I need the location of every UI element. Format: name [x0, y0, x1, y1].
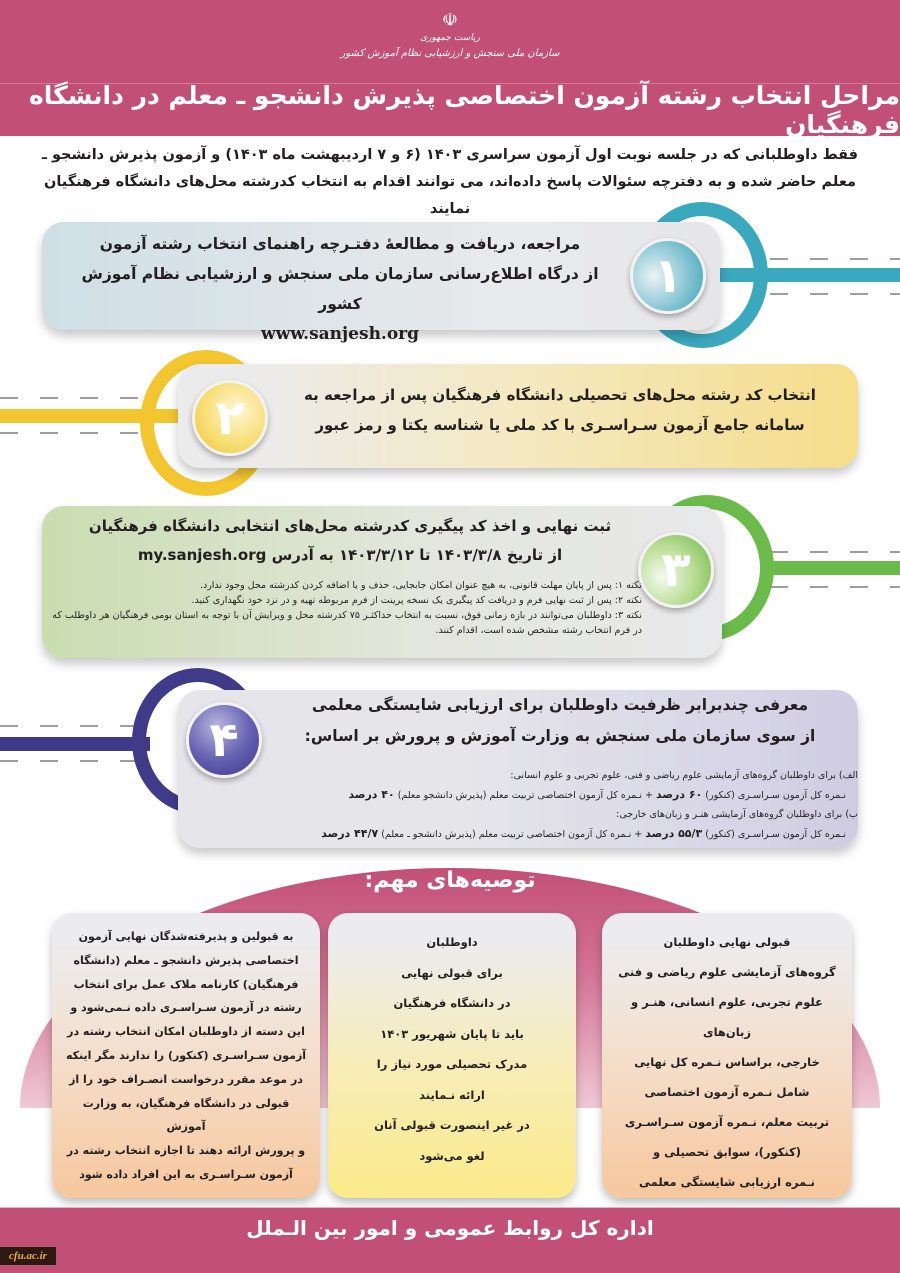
group-b-formula: [222, 824, 858, 844]
step4-line2: از سوی سازمان ملی سنجش به وزارت آموزش و پرورش بر اساس:: [304, 727, 816, 745]
watermark-logo: cfu.ac.ir: [0, 1247, 56, 1265]
step3-number: ۳: [661, 542, 691, 598]
percent-value: ۴۰ درصد: [348, 788, 395, 801]
card-line: رشته در آزمون سـراسـری داده نـمی‌شود و: [70, 1001, 302, 1015]
note-2: نکته ۲: پس از ثبت نهایی فرم و دریافت کد پیگیری یک نسخه پرینت از فرم مربوطه تهیه و در نزد خود نگهداری کنید.: [191, 595, 642, 606]
formula-part: نـمره کل آزمون سـراسـری (کنکور): [702, 829, 846, 840]
step3-notes: [52, 578, 642, 638]
step1-text: [70, 229, 610, 349]
org-line-presidency: ریاست جمهوری: [420, 33, 480, 43]
card-line: در غیر اینصورت قبولی آنان: [374, 1118, 530, 1132]
step3-line1: ثبت نهایی و اخذ کد پیگیری کدرشته محل‌های انتخابی دانشگاه فرهنگیان: [88, 517, 612, 535]
sanjesh-url-link[interactable]: www.sanjesh.org: [260, 324, 420, 344]
iran-emblem-icon: ☫: [441, 9, 459, 31]
dashed-line: [770, 293, 900, 295]
card-line: قبولی در دانشگاه فرهنگیان، به وزارت آموزش: [82, 1096, 290, 1134]
step1-number-badge: [630, 238, 706, 314]
formula-part: نـمره کل آزمون سـراسـری (کنکور): [702, 790, 846, 801]
recommendation-card-degree-deadline: [328, 913, 576, 1198]
card-line: آزمون سـراسـری (کنکور) را ندارند مگر اینکه: [65, 1048, 307, 1062]
step1-line1: مراجعه، دریافت و مطالعۀ دفتـرچه راهنمای انتخاب رشته آزمون: [99, 235, 581, 253]
note-1: نکته ۱: پس از پایان مهلت قانونی، به هیچ عنوان امکان جابجایی، حذف و یا اضافه کردن کدرشته محل وجود ندارد.: [199, 580, 642, 591]
formula-part: + نـمره کل آزمون اختصاصی تربیت معلم (پذیرش دانشجو ـ معلم): [378, 829, 646, 840]
dashed-line: [0, 432, 140, 434]
card-line: و پرورش ارائه دهند تا اجازه انتخاب رشته در: [66, 1144, 306, 1158]
step3-line2: از تاریخ ۱۴۰۳/۳/۸ تا ۱۴۰۳/۳/۱۲ به آدرس my.sanjesh.org: [137, 546, 563, 564]
group-a-formula: [222, 785, 858, 805]
card-line: به قبولین و پذیرفته‌شدگان نهایی آزمون: [78, 930, 294, 943]
step4-connector: [0, 737, 150, 751]
dashed-line: [0, 760, 135, 762]
card-line: لغو می‌شود: [419, 1148, 485, 1163]
step1-number: ۱: [653, 248, 683, 304]
org-line-sanjesh: سازمان ملی سنجش و ارزشیابی نظام آموزش کشور: [340, 48, 560, 59]
group-a-label: الف) برای داوطلبان گروه‌های آزمایشی علوم ریاضی و فنی، علوم تجربی و علوم انسانی:: [510, 770, 858, 781]
card-line: نـمره ارزیابی شایستگی معلمی: [639, 1175, 815, 1189]
card-line: باید تا پایان شهریور ۱۴۰۳: [380, 1026, 524, 1041]
step2-line1: انتخاب کد رشته محل‌های تحصیلی دانشگاه فرهنگیان پس از مراجعه به: [304, 386, 816, 404]
recommendation-card-withdrawal: [52, 913, 320, 1198]
step3-connector: [765, 561, 900, 575]
dashed-line: [0, 397, 140, 399]
card-line: داوطلبان: [426, 935, 478, 949]
step4-line1: معرفی چندبرابر ظرفیت داوطلبان برای ارزیابی شایستگی معلمی: [311, 696, 809, 714]
card-line: فرهنگیان) کارنامه ملاک عمل برای انتخاب: [73, 977, 299, 991]
card-line: در موعد مقرر درخواست انصـراف خود را از: [69, 1072, 303, 1086]
formula-part: + نـمره کل آزمون اختصاصی تربیت معلم (پذیرش دانشجو معلم): [394, 790, 657, 801]
card-line: خارجی، براساس نـمره کل نهایی: [634, 1055, 820, 1069]
dashed-line: [770, 586, 900, 588]
step3-text: [60, 512, 640, 570]
dashed-line: [770, 258, 900, 260]
step2-number: ۲: [215, 390, 245, 446]
dashed-line: [0, 725, 135, 727]
card-line: تربیت معلم، نـمره آزمون سـراسـری: [624, 1115, 830, 1129]
card-line: ارائه نـمایند: [419, 1087, 485, 1102]
card-line: شامل نـمره آزمون اختصاصی: [644, 1085, 810, 1099]
card-line: اختصاصی پذیرش دانشجو ـ معلم (دانشگاه: [73, 953, 299, 967]
footer-text: اداره کل روابط عمومی و امور بین الـملل: [246, 1216, 654, 1240]
group-b-label: ب) برای داوطلبان گروه‌های آزمایشی هنـر و زبان‌های خارجی:: [616, 809, 858, 820]
percent-value: ۵۵/۳ درصد: [645, 827, 703, 840]
intro-paragraph: فقط داوطلبانی که در جلسه نوبت اول آزمون سراسری ۱۴۰۳ (۶ و ۷ اردیبهشت ماه ۱۴۰۳) و آزمون پذیرش دانشجو ـ معلم حاضر شده و به دفترچه سئوالات پاسخ داده‌اند، می توانند اقدام به انتخاب کدرشته محل‌های دانشگاه فرهنگیان نمایند: [41, 147, 859, 217]
recommendations-title: توصیه‌های مهم:: [364, 868, 536, 893]
step3-number-badge: [638, 532, 714, 608]
card-line: آزمون سـراسـری به این افراد داده شود: [79, 1167, 293, 1181]
percent-value: ۴۴/۷ درصد: [321, 827, 379, 840]
card-line: مدرک تحصیلی مورد نیاز را: [376, 1057, 528, 1071]
page-title: مراحل انتخاب رشته آزمون اختصاصی پذیرش دانشجو ـ معلم در دانشگاه فرهنگیان: [29, 81, 900, 139]
card-line: این دسته از داوطلبان امکان انتخاب رشته در: [67, 1025, 305, 1039]
percent-value: ۶۰ درصد: [656, 788, 703, 801]
card-line: قبولی نهایی داوطلبان: [663, 935, 791, 949]
card-line: (کنکور)، سوابق تحصیلی و: [652, 1145, 802, 1159]
step2-number-badge: [192, 380, 268, 456]
card-line: در دانشگاه فرهنگیان: [393, 996, 511, 1010]
step4-text: [270, 690, 850, 752]
recommendation-card-final-admission: [602, 913, 852, 1198]
step2-line2: سامانه جامع آزمون سـراسـری با کد ملی یا شناسه یکتا و رمز عبور: [315, 416, 805, 434]
step4-formulas: [222, 766, 858, 844]
card-line: برای قبولی نهایی: [401, 965, 503, 980]
dashed-line: [770, 551, 900, 553]
note-3: نکته ۳: داوطلبان می‌توانند در بازه زمانی فوق، نسبت به انتخاب حداکثـر ۷۵ کدرشته محل و ویرایش آن با توجه به استان بومی فرهنگیان هر داوطلب که در فرم انتخاب رشته مشخص شده است، اقدام کنند.: [52, 610, 642, 636]
card-line: علوم تجربی، علوم انسانی، هنـر و زبان‌های: [631, 995, 823, 1039]
step1-line2: از درگاه اطلاع‌رسانی سازمان ملی سنجش و ارزشیابی نظام آموزش کشور: [81, 265, 599, 313]
card-line: گروه‌های آزمایشی علوم ریاضی و فنی: [618, 965, 836, 979]
step2-text: [280, 380, 840, 440]
step4-number: ۴: [209, 712, 239, 768]
